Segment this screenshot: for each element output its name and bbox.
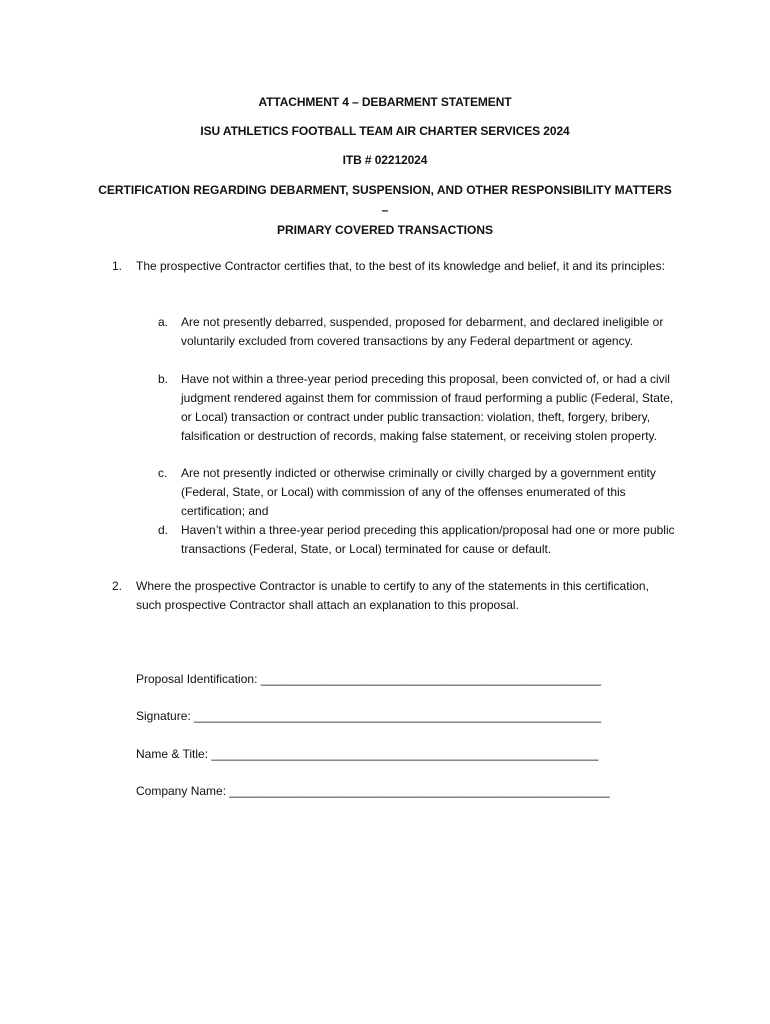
sub-item-text: Have not within a three-year period preceding this proposal, been convicted of, or had a civil judgment rendered against them for commission of fraud performing a public (Federal, State, or Local) transaction or contract under public transaction: violation, theft, forgery, bribery, falsification or destruction of records, making false statement, or receiving stolen property.: [181, 372, 674, 443]
item-text: The prospective Contractor certifies that, to the best of its knowledge and belief, it and its principles:: [136, 259, 665, 273]
sub-item-text: Haven’t within a three-year period preceding this application/proposal had one or more public transactions (Federal, State, or Local) terminated for cause or default.: [181, 523, 675, 556]
sub-item-text: Are not presently debarred, suspended, proposed for debarment, and declared ineligible or voluntarily excluded from covered transactions by any Federal department or agency.: [181, 315, 664, 348]
company-name-field[interactable]: Company Name: _________________________________________________________: [136, 784, 610, 798]
proposal-identification-field[interactable]: Proposal Identification: ___________________________________________________: [136, 672, 602, 686]
signature-field[interactable]: Signature: _____________________________________________________________: [136, 709, 602, 723]
itb-number: ITB # 02212024: [342, 153, 428, 167]
sub-item-letter: d.: [158, 523, 169, 537]
sub-item-letter: c.: [158, 466, 168, 480]
certification-heading-line-2: PRIMARY COVERED TRANSACTIONS: [276, 223, 494, 237]
sub-item-letter: a.: [158, 315, 169, 329]
name-title-field[interactable]: Name & Title: __________________________________________________________: [136, 747, 599, 761]
item-number: 2.: [112, 579, 123, 593]
project-title: ISU ATHLETICS FOOTBALL TEAM AIR CHARTER SERVICES 2024: [200, 124, 570, 138]
item-number: 1.: [112, 259, 123, 273]
certification-heading: [95, 180, 675, 240]
sub-item-letter: b.: [158, 372, 169, 386]
certification-heading-line-1: CERTIFICATION REGARDING DEBARMENT, SUSPENSION, AND OTHER RESPONSIBILITY MATTERS –: [98, 183, 672, 217]
attachment-title: ATTACHMENT 4 – DEBARMENT STATEMENT: [258, 95, 512, 109]
item-text: Where the prospective Contractor is unable to certify to any of the statements in this certification, such prospective Contractor shall attach an explanation to this proposal.: [136, 579, 649, 612]
sub-item-text: Are not presently indicted or otherwise criminally or civilly charged by a government entity (Federal, State, or Local) with commission of any of the offenses enumerated of this certification; and: [181, 466, 656, 518]
